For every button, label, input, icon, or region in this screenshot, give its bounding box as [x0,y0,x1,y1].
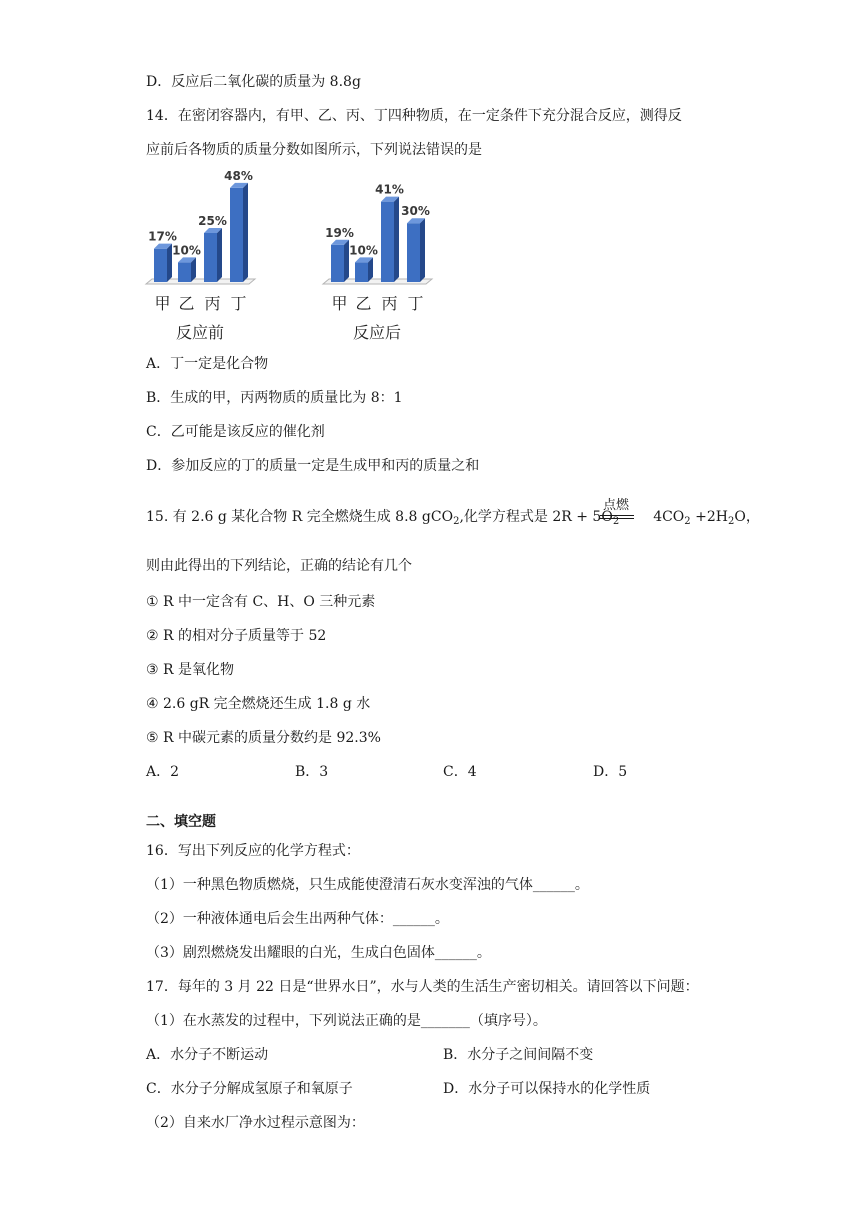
category-label-丁: 丁 [230,294,247,313]
bar-乙 [355,257,373,282]
q15-item-2: ② R 的相对分子质量等于 52 [146,628,327,644]
data-label-丁: 30% [401,204,430,219]
q15-sub-c: 2 [684,516,691,527]
category-label-甲: 甲 [154,294,171,313]
chart-after [317,168,477,348]
category-label-丙: 丙 [381,294,398,313]
q15-option-c: C．4 [443,764,477,780]
bar-丙 [381,197,399,282]
bar-乙 [178,257,196,282]
q17-option-c: C．水分子分解成氢原子和氧原子 [146,1081,353,1097]
q15-stem-line1 [146,507,760,532]
q15-sub-b: 2 [612,516,620,527]
data-label-乙: 10% [172,243,201,258]
chart-after-svg [317,168,477,348]
q15-stem-c: 4CO [653,509,685,525]
q16-item-3: （3）剧烈燃烧发出耀眼的白光，生成白色固体______。 [146,945,491,961]
data-label-丁: 48% [224,168,253,183]
data-label-丙: 41% [375,182,404,197]
chart-caption: 反应后 [352,323,402,342]
q14-option-c: C．乙可能是该反应的催化剂 [146,424,325,440]
q15-stem-b: ,化学方程式是 2R + 5O [459,509,613,525]
q15-stem-d: +2H [690,509,728,525]
q14-stem-line2: 应前后各物质的质量分数如图所示，下列说法错误的是 [146,142,482,158]
q15-item-3: ③ R 是氧化物 [146,662,234,678]
category-label-甲: 甲 [331,294,348,313]
data-label-甲: 17% [148,229,177,244]
category-label-乙: 乙 [178,294,195,313]
section-heading: 二、填空题 [146,814,216,830]
bar-丙 [204,228,222,282]
q15-stem-e: O， [734,509,760,525]
q17-option-a: A．水分子不断运动 [146,1047,269,1063]
q15-option-a: A．2 [146,764,180,780]
chart-before-svg [140,168,300,348]
data-label-乙: 10% [349,243,378,258]
q14-option-b: B．生成的甲，丙两物质的质量比为 8：1 [146,390,403,406]
q15-option-d: D．5 [593,764,628,780]
q17-sub2: （2）自来水厂净水过程示意图为： [146,1115,365,1131]
q14-stem-line1: 14．在密闭容器内，有甲、乙、丙、丁四种物质，在一定条件下充分混合反应，测得反 [146,108,682,124]
equals-sign [600,515,634,519]
bar-丁 [407,218,425,282]
q17-sub1: （1）在水蒸发的过程中，下列说法正确的是_______（填序号）。 [146,1013,547,1029]
reaction-condition: 点燃 [603,498,630,513]
data-label-甲: 19% [325,225,354,240]
category-label-丙: 丙 [204,294,221,313]
data-label-丙: 25% [198,214,227,228]
q15-sub-a: 2 [453,516,460,527]
q16-stem: 16．写出下列反应的化学方程式： [146,843,360,859]
chart-caption: 反应前 [175,323,225,342]
q15-sub-d: 2 [727,516,735,527]
q15-item-1: ① R 中一定含有 C、H、O 三种元素 [146,594,376,610]
bar-甲 [154,244,172,282]
q15-option-b: B．3 [295,764,329,780]
q14-option-d: D．参加反应的丁的质量一定是生成甲和丙的质量之和 [146,458,480,474]
q17-stem: 17．每年的 3 月 22 日是“世界水日”，水与人类的生活生产密切相关。请回答以下问题： [146,979,699,995]
category-label-乙: 乙 [355,294,372,313]
q17-option-d: D．水分子可以保持水的化学性质 [443,1081,651,1097]
q15-stem-a: 15. 有 2.6 g 某化合物 R 完全燃烧生成 8.8 gCO [146,509,454,525]
q16-item-1: （1）一种黑色物质燃烧，只生成能使澄清石灰水变浑浊的气体______。 [146,877,589,893]
q15-item-4: ④ 2.6 gR 完全燃烧还生成 1.8 g 水 [146,696,371,712]
q15-stem-line2: 则由此得出的下列结论，正确的结论有几个 [146,558,412,574]
q15-item-5: ⑤ R 中碳元素的质量分数约是 92.3% [146,730,381,746]
q17-option-b: B．水分子之间间隔不变 [443,1047,594,1063]
category-label-丁: 丁 [407,294,424,313]
chart-before [140,168,300,348]
q14-option-a: A．丁一定是化合物 [146,356,269,372]
q16-item-2: （2）一种液体通电后会生出两种气体：______。 [146,911,449,927]
q13-option-d: D．反应后二氧化碳的质量为 8.8g [146,74,361,90]
bar-甲 [331,240,349,282]
bar-丁 [230,183,248,282]
